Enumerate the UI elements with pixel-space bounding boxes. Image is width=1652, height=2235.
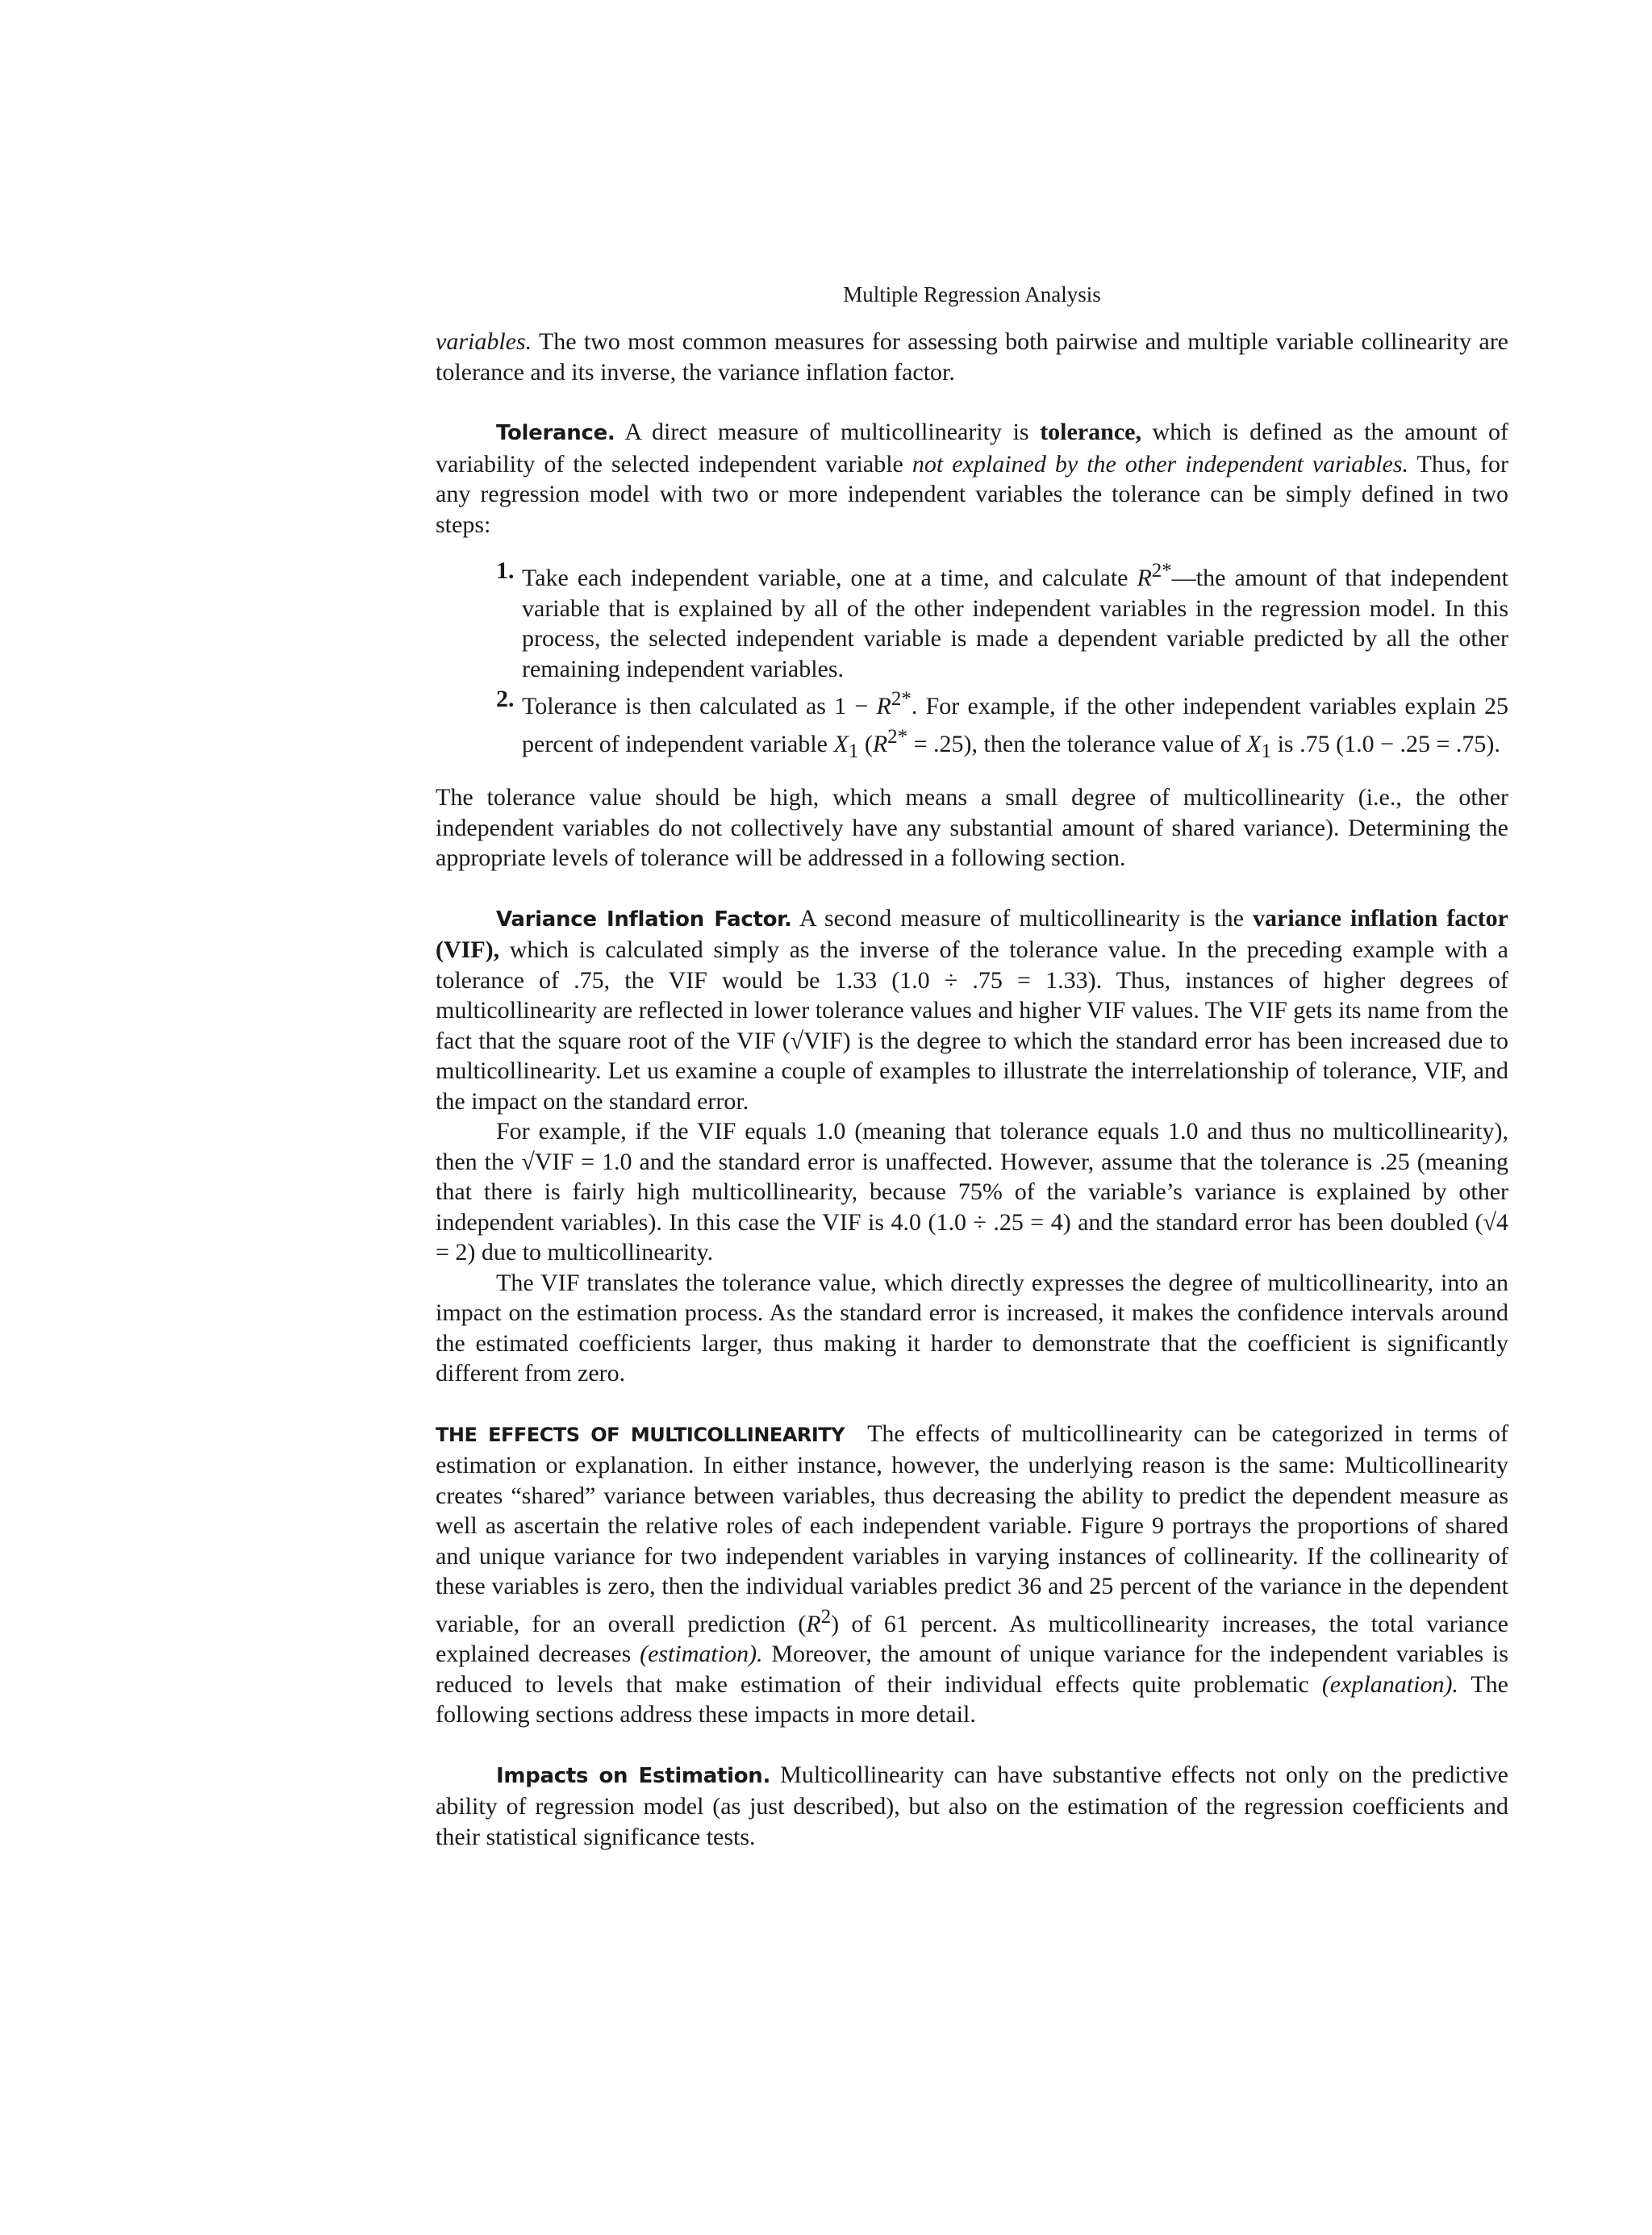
- text-run: (: [858, 730, 873, 757]
- paragraph-example: For example, if the VIF equals 1.0 (meaning that tolerance equals 1.0 and thus no multicollinearity), then the √VIF = 1.0 and the standard error is unaffected. However, assume that the tolerance is .25 (meaning that there is fairly high multicollinearity, because 75% of the variable’s variance is explained by other independent variables). In this case the VIF is 4.0 (1.0 ÷ .25 = 4) and the standard error has been doubled (√4 = 2) due to multicollinearity.: [436, 1118, 1508, 1266]
- list-number: 1.: [496, 557, 515, 584]
- math-var: R: [876, 693, 891, 719]
- bold-term: tolerance,: [1040, 419, 1141, 445]
- text-run: —the amount of that independent variable that is explained by all of the other independent variables in the regression model. In this process, the selected independent variable is made a dependent variable predicted by all the other remaining independent variables.: [522, 565, 1508, 682]
- text-run: The effects of multicollinearity can be categorized in terms of estimation or explanation. In either instance, however, the underlying reason is the same: Multicollinearity creates “shared” variance between variables, thus decreasing the ability to predict the dependent measure as well as ascertain the relative roles of each independent variable. Figure 9 portrays the proportions of shared and unique variance for two independent variables in varying instances of collinearity. If the collinearity of these variables is zero, then the individual variables predict 36 and 25 percent of the variance in the dependent variable, for an overall prediction (: [436, 1420, 1508, 1637]
- text-run: Thus, for any regression model with two or more independent variables the tolerance can be simply defined in two steps:: [436, 450, 1508, 538]
- text-run: A direct measure of multicollinearity is: [615, 419, 1041, 445]
- section-heading-tolerance: Tolerance.: [496, 421, 615, 445]
- text-run: . For example, if the other independent variables explain 25 percent of independent variable: [522, 693, 1509, 757]
- running-head: Multiple Regression Analysis: [843, 282, 1101, 306]
- text-run: which is defined as the amount of variability of the selected independent variable: [436, 419, 1508, 477]
- math-var: X: [1246, 730, 1262, 757]
- math-sup: 2*: [1151, 560, 1172, 582]
- text-run: A second measure of multicollinearity is the: [791, 904, 1254, 932]
- list-item: [496, 684, 1508, 766]
- italic-emphasis: (explanation).: [1321, 1670, 1458, 1698]
- paragraph-tolerance: [436, 417, 1508, 540]
- math-sub: 1: [1261, 740, 1272, 762]
- paragraph-impacts: [436, 1760, 1508, 1853]
- paragraph-effects: [436, 1419, 1508, 1730]
- math-sub: 1: [848, 740, 859, 762]
- paragraph-vif: [436, 903, 1508, 1117]
- text-run: is .75 (1.0 − .25 = .75).: [1271, 730, 1500, 757]
- math-sup: 2: [820, 1605, 832, 1628]
- math-sup: 2*: [887, 725, 908, 748]
- italic-emphasis: not explained by the other independent variables.: [912, 450, 1409, 477]
- math-var: R: [872, 730, 888, 757]
- paragraph-vif-translates: The VIF translates the tolerance value, which directly expresses the degree of multicollinearity, into an impact on the estimation process. As the standard error is increased, it makes the confidence intervals around the estimated coefficients larger, thus making it harder to demonstrate that the coefficient is significantly different from zero.: [436, 1269, 1508, 1386]
- math-var: R: [1137, 565, 1152, 591]
- document-page: [436, 282, 1508, 1852]
- paragraph-text: The two most common measures for assessing both pairwise and multiple variable collinearity are tolerance and its inverse, the variance inflation factor.: [436, 328, 1508, 386]
- text-run: The following sections address these impacts in more detail.: [436, 1670, 1508, 1728]
- section-heading-effects: THE EFFECTS OF MULTICOLLINEARITY: [436, 1423, 845, 1446]
- text-run: = .25), then the tolerance value of: [907, 730, 1247, 757]
- list-item: [496, 556, 1508, 684]
- section-heading-vif: Variance Inflation Factor.: [496, 907, 792, 932]
- text-run: Multicollinearity can have substantive effects not only on the predictive ability of regression model (as just described), but also on the estimation of the regression coefficients and their statistical significance tests.: [436, 1761, 1509, 1850]
- steps-list: [436, 556, 1508, 766]
- italic-emphasis: (estimation).: [640, 1641, 763, 1667]
- math-sup: 2*: [891, 688, 912, 710]
- text-run: ) of 61 percent. As multicollinearity increases, the total variance explained decreases: [436, 1610, 1508, 1667]
- text-run: Moreover, the amount of unique variance for the independent variables is reduced to levels that make estimation of their individual effects quite problematic: [436, 1641, 1508, 1698]
- section-heading-impacts: Impacts on Estimation.: [496, 1763, 771, 1788]
- italic-lead: variables.: [436, 328, 532, 355]
- list-number: 2.: [496, 686, 515, 712]
- paragraph-intro: [436, 327, 1508, 387]
- math-var: R: [806, 1610, 821, 1637]
- paragraph-tolerance-high: The tolerance value should be high, which means a small degree of multicollinearity (i.e., the other independent variables do not collectively have any substantial amount of shared variance). Determining the appropriate levels of tolerance will be addressed in a following section.: [436, 784, 1508, 871]
- bold-term: variance inflation factor (VIF),: [436, 904, 1508, 963]
- text-run: Tolerance is then calculated as 1 −: [522, 693, 877, 719]
- text-run: Take each independent variable, one at a time, and calculate: [522, 565, 1137, 591]
- text-run: which is calculated simply as the inverse of the tolerance value. In the preceding example with a tolerance of .75, the VIF would be 1.33 (1.0 ÷ .75 = 1.33). Thus, instances of higher degrees of multicollinearity are reflected in lower tolerance values and higher VIF values. The VIF gets its name from the fact that the square root of the VIF (√VIF) is the degree to which the standard error has been increased due to multicollinearity. Let us examine a couple of examples to illustrate the interrelationship of tolerance, VIF, and the impact on the standard error.: [436, 936, 1508, 1115]
- math-var: X: [833, 730, 849, 757]
